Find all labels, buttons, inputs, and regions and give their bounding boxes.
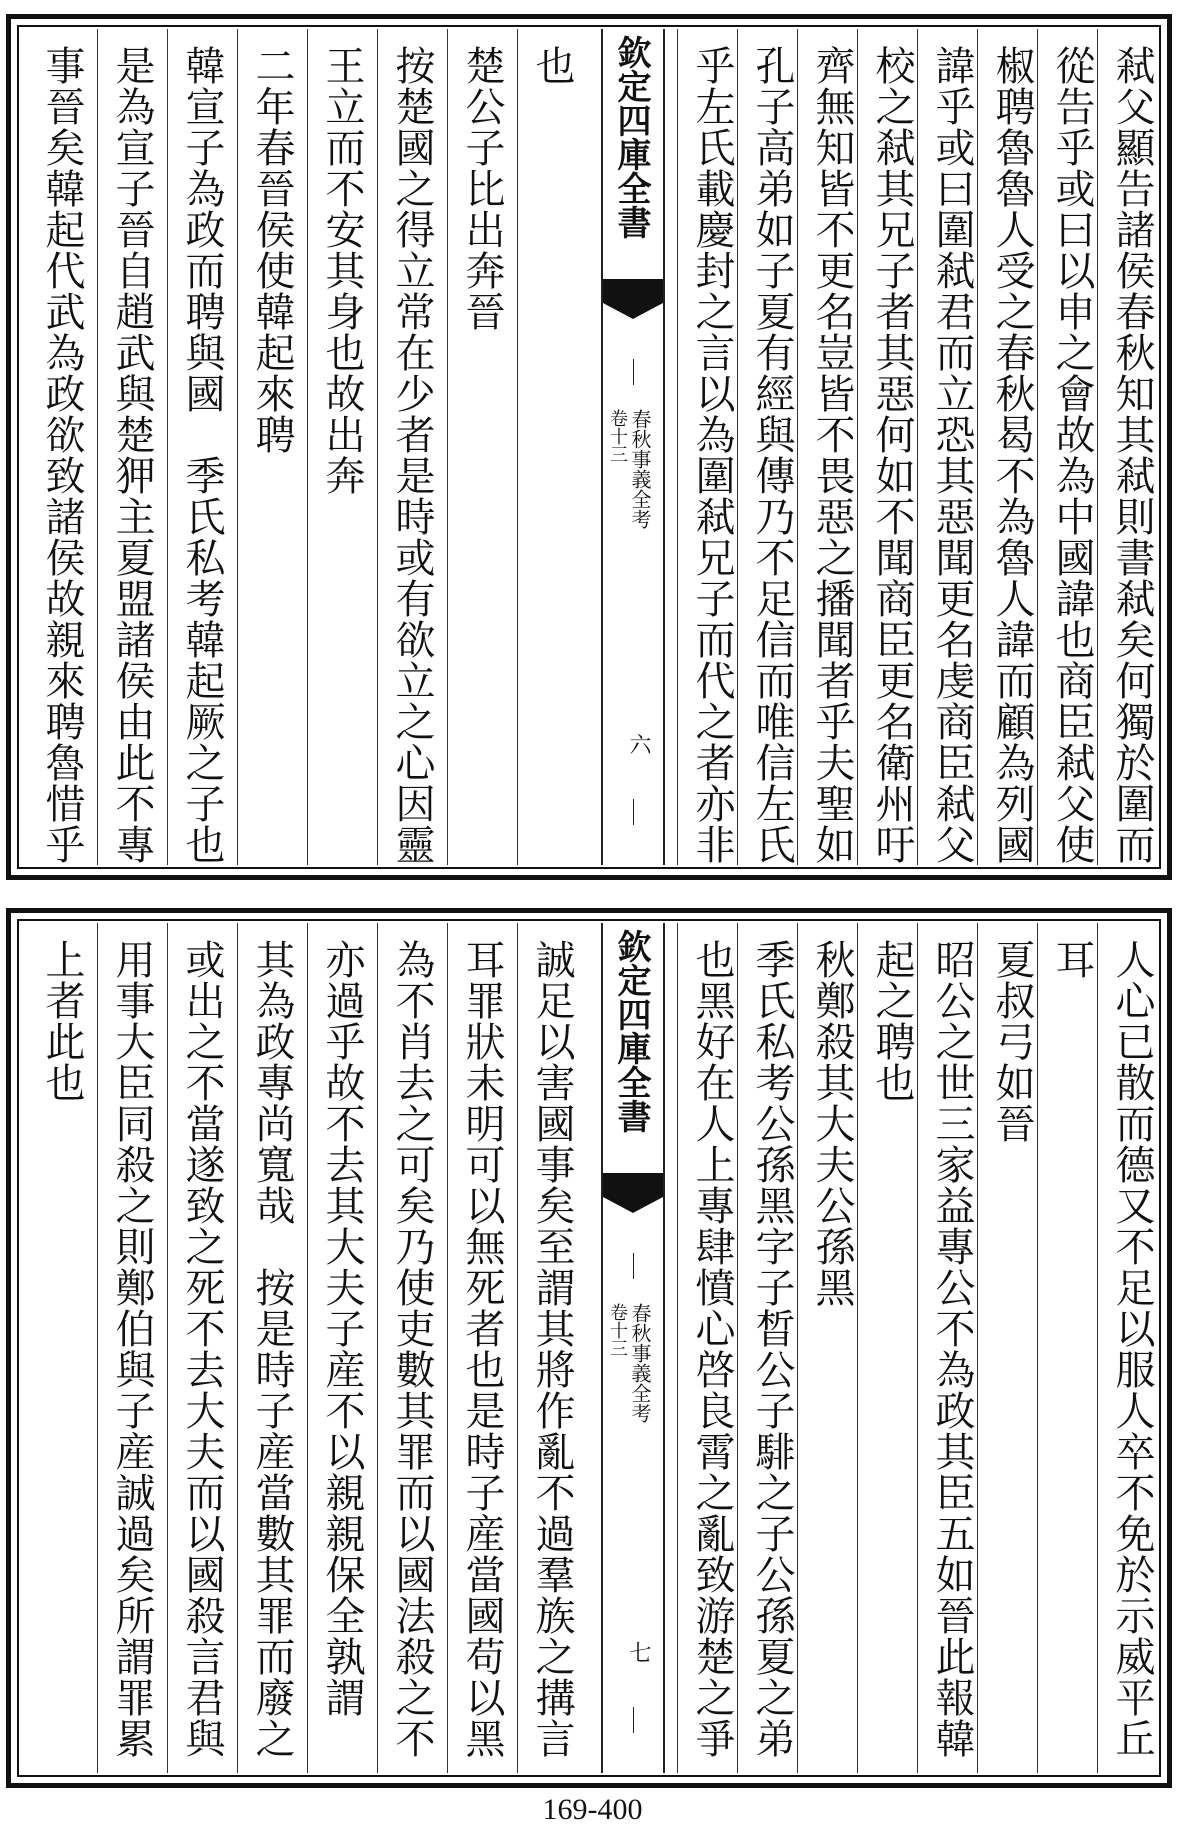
text-column: 人心已散而德又不足以服人卒不免於示威平丘 — [1109, 939, 1155, 1759]
center-fold — [601, 29, 665, 865]
leaf-number: 七 — [626, 1641, 651, 1663]
column-rule — [1037, 29, 1038, 865]
column-rule — [737, 923, 738, 1773]
column-rule — [1097, 29, 1098, 865]
text-column: 亦過乎故不去其大夫子産不以親親保全孰謂 — [319, 939, 365, 1718]
text-column: 耳罪狀未明可以無死者也是時子産當國苟以黑 — [459, 939, 505, 1759]
column-rule — [377, 29, 378, 865]
column-rule — [677, 923, 678, 1773]
column-rule — [797, 29, 798, 865]
text-column: 二年春晉侯使韓起來聘 — [249, 45, 295, 455]
column-rule — [1097, 923, 1098, 1773]
column-rule — [977, 923, 978, 1773]
text-column: 上者此也 — [39, 939, 85, 1103]
center-fold — [601, 923, 665, 1773]
volume-label: 卷十三 — [607, 1303, 628, 1357]
column-rule — [237, 923, 238, 1773]
text-column: 楚公子比出奔晉 — [459, 45, 505, 332]
volume-label: 卷十三 — [607, 409, 628, 463]
text-column: 孔子高弟如子夏有經與傳乃不足信而唯信左氏 — [749, 45, 795, 865]
series-title: 欽定四庫全書 — [611, 929, 651, 1133]
column-rule — [977, 29, 978, 865]
series-title: 欽定四庫全書 — [611, 35, 651, 239]
text-column: 起之聘也 — [869, 939, 915, 1103]
top-page — [6, 14, 1172, 880]
column-rule — [1037, 923, 1038, 1773]
text-column: 椒聘魯魯人受之春秋曷不為魯人諱而顧為列國 — [989, 45, 1035, 865]
column-rule — [307, 923, 308, 1773]
column-rule — [167, 923, 168, 1773]
text-column: 也 — [529, 45, 575, 86]
fold-tick — [633, 359, 634, 385]
column-rule — [737, 29, 738, 865]
text-column: 用事大臣同殺之則鄭伯與子産誠過矣所謂罪累 — [109, 939, 155, 1759]
text-column: 乎左氏載慶封之言以為圍弒兄子而代之者亦非 — [689, 45, 735, 865]
text-column: 耳 — [1049, 939, 1095, 980]
text-column: 為不肖去之可矣乃使吏數其罪而以國法殺之不 — [389, 939, 435, 1759]
column-rule — [517, 29, 518, 865]
fold-tick — [633, 799, 634, 825]
column-rule — [677, 29, 678, 865]
column-rule — [237, 29, 238, 865]
text-column: 也黑好在人上專肆憤心啓良霄之亂致游楚之爭 — [689, 939, 735, 1759]
text-column: 從告乎或曰以申之會故為中國諱也商臣弒父使 — [1049, 45, 1095, 865]
column-rule — [377, 923, 378, 1773]
text-column: 秋鄭殺其大夫公孫黑 — [809, 939, 855, 1308]
column-rule — [797, 923, 798, 1773]
text-column: 是為宣子晉自趙武與楚狎主夏盟諸侯由此不專 — [109, 45, 155, 865]
fishtail-mark — [603, 279, 663, 319]
column-rule — [97, 923, 98, 1773]
text-column: 事晉矣韓起代武為政欲致諸侯故親來聘魯惜乎 — [39, 45, 85, 865]
book-title: 春秋事義全考 — [628, 1303, 652, 1423]
leaf-number: 六 — [626, 733, 651, 755]
column-rule — [307, 29, 308, 865]
text-column: 王立而不安其身也故出奔 — [319, 45, 365, 496]
text-column: 其為政專尚寬哉 按是時子産當數其罪而廢之 — [249, 939, 295, 1759]
text-column: 昭公之世三家益專公不為政其臣五如晉此報韓 — [929, 939, 975, 1759]
column-rule — [917, 923, 918, 1773]
fishtail-mark — [603, 1173, 663, 1213]
text-column: 或出之不當遂致之死不去大夫而以國殺言君與 — [179, 939, 225, 1759]
text-column: 弒父顯告諸侯春秋知其弒則書弒矣何獨於圍而 — [1109, 45, 1155, 865]
text-column: 季氏私考公孫黑字子晳公子騑之子公孫夏之弟 — [749, 939, 795, 1759]
bottom-page — [6, 908, 1172, 1788]
column-rule — [857, 29, 858, 865]
text-column: 校之弒其兄子者其惡何如不聞商臣更名衛州吁 — [869, 45, 915, 865]
fold-tick — [633, 1707, 634, 1733]
text-column: 誠足以害國事矣至謂其將作亂不過羣族之搆言 — [529, 939, 575, 1759]
text-column: 韓宣子為政而聘與國 季氏私考韓起厥之子也 — [179, 45, 225, 865]
book-title: 春秋事義全考 — [628, 409, 652, 529]
text-column: 按楚國之得立常在少者是時或有欲立之心因靈 — [389, 45, 435, 865]
column-rule — [167, 29, 168, 865]
text-column: 諱乎或曰圍弒君而立恐其惡聞更名虔商臣弒父 — [929, 45, 975, 865]
folio-number: 169-400 — [542, 1793, 643, 1826]
text-column: 夏叔弓如晉 — [989, 939, 1035, 1144]
column-rule — [857, 923, 858, 1773]
column-rule — [97, 29, 98, 865]
column-rule — [917, 29, 918, 865]
column-rule — [447, 29, 448, 865]
text-column: 齊無知皆不更名豈皆不畏惡之播聞者乎夫聖如 — [809, 45, 855, 865]
fold-tick — [633, 1253, 634, 1279]
column-rule — [517, 923, 518, 1773]
column-rule — [447, 923, 448, 1773]
